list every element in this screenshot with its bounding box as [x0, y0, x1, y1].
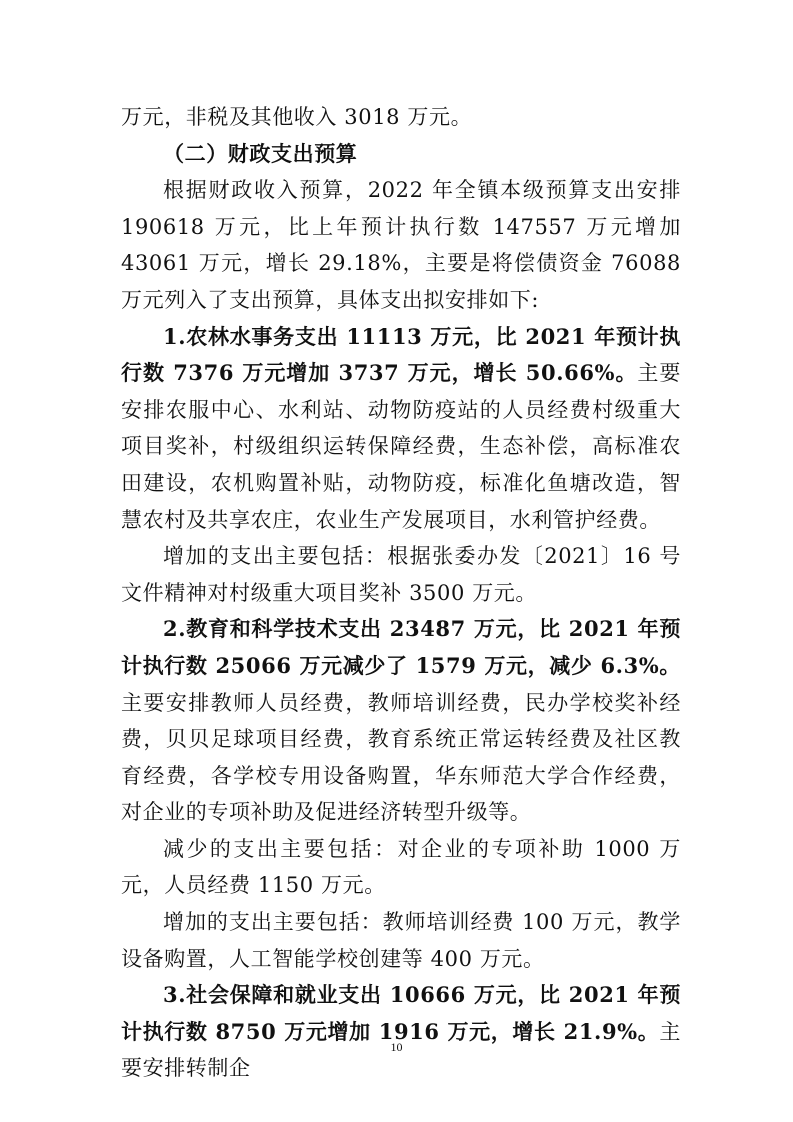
- section-heading: （二）财政支出预算: [163, 140, 358, 166]
- paragraph-3: 根据财政收入预算，2022 年全镇本级预算支出安排 190618 万元，比上年预计执行数 147557 万元增加 43061 万元，增长 29.18%，主要是将偿债资金 76088 万元列入了支出预算，具体支出拟安排如下:: [121, 178, 681, 312]
- paragraph-5: 增加的支出主要包括：根据张委办发〔2021〕16 号文件精神对村级重大项目奖补 3500 万元。: [121, 544, 681, 605]
- paragraph-7: 减少的支出主要包括：对企业的专项补助 1000 万元，人员经费 1150 万元。: [121, 836, 681, 898]
- item-heading-agriculture: 1.农林水事务支出 11113 万元，比 2021 年预计执行数 7376 万元增加 3737 万元，增长 50.66%。: [121, 323, 681, 386]
- page-number: 10: [390, 1040, 403, 1054]
- paragraph-8: 增加的支出主要包括：教师培训经费 100 万元，教学设备购置，人工智能学校创建等 400 万元。: [121, 910, 681, 971]
- paragraph-6: 2.教育和科学技术支出 23487 万元，比 2021 年预计执行数 25066 万元减少了 1579 万元，减少 6.3%。主要安排教师人员经费，教师培训经费，民办学校奖补经费，贝贝足球项目经费，教育系统正常运转经费及社区教育经费，各学校专用设备购置，华东师范大学合作经费，对企业的专项补助及促进经济转型升级等。: [121, 616, 681, 825]
- paragraph-9: 3.社会保障和就业支出 10666 万元，比 2021 年预计执行数 8750 万元增加 1916 万元，增长 21.9%。主要安排转制企: [121, 982, 681, 1081]
- item-heading-social-security: 3.社会保障和就业支出 10666 万元，比 2021 年预计执行数 8750 万元增加 1916 万元，增长 21.9%。: [121, 982, 681, 1044]
- paragraph-4: 1.农林水事务支出 11113 万元，比 2021 年预计执行数 7376 万元增加 3737 万元，增长 50.66%。主要安排农服中心、水利站、动物防疫站的人员经费村级重大项目奖补，村级组织运转保障经费，生态补偿，高标准农田建设，农机购置补贴，动物防疫，标准化鱼塘改造，智慧农村及共享农庄，农业生产发展项目，水利管护经费。: [121, 323, 681, 532]
- body-text: [121, 99, 681, 1087]
- paragraph-1: 万元，非税及其他收入 3018 万元。: [121, 105, 473, 129]
- item-heading-education: 2.教育和科学技术支出 23487 万元，比 2021 年预计执行数 25066 万元减少了 1579 万元，减少 6.3%。: [121, 616, 681, 678]
